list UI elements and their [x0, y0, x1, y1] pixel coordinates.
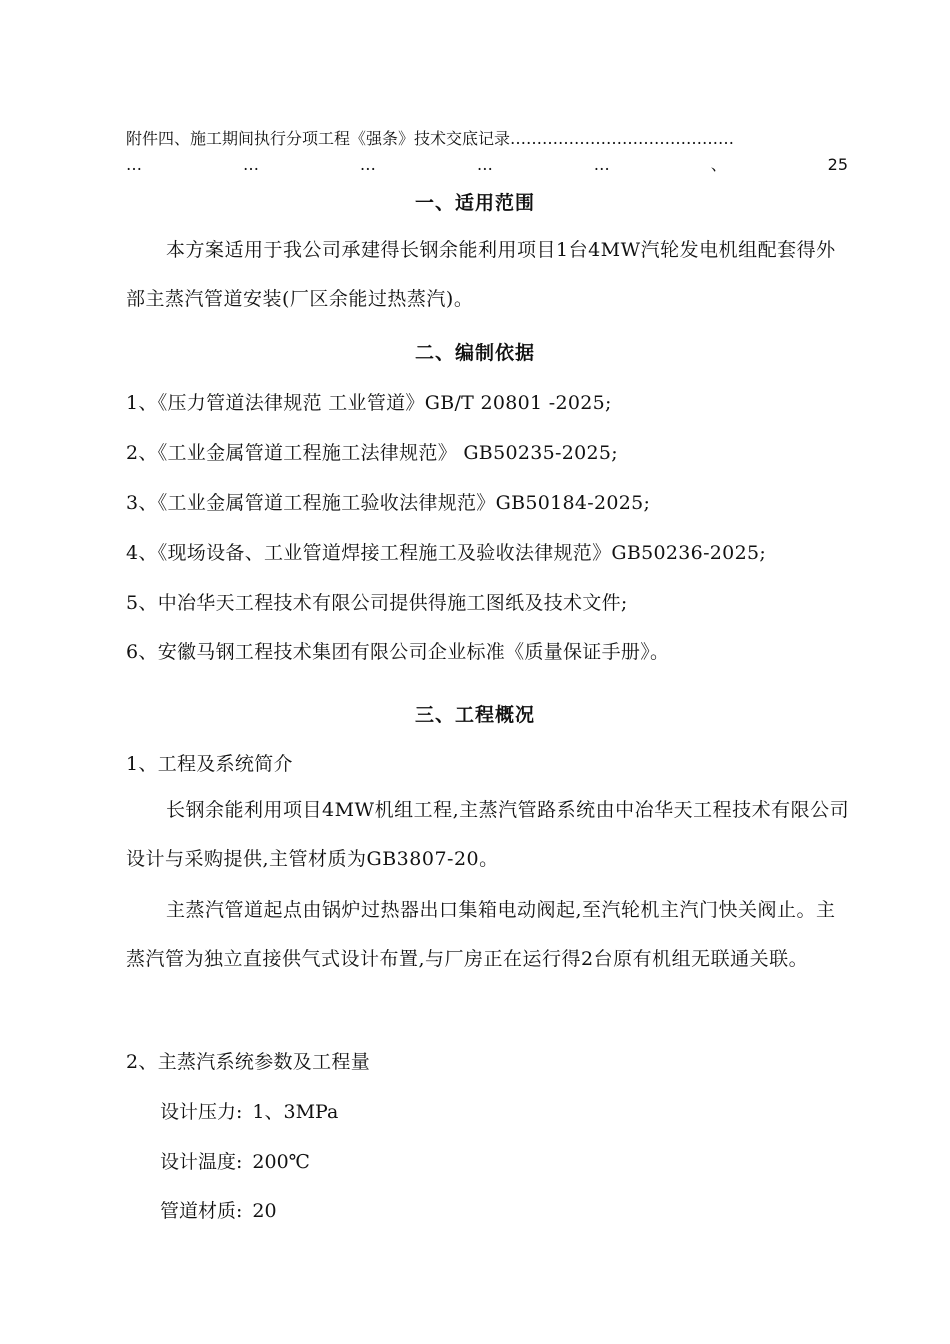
- param-label: 设计温度:: [160, 1151, 243, 1173]
- toc-dots: …: [476, 155, 493, 174]
- param-value: 200℃: [252, 1151, 310, 1173]
- toc-page-number: 25: [827, 155, 848, 174]
- basis-item-3: 3、《工业金属管道工程施工验收法律规范》GB50184-2025;: [126, 492, 651, 514]
- toc-entry-continuation: [126, 152, 848, 175]
- overview-subheading-1: 1、工程及系统简介: [126, 753, 293, 775]
- param-value: 1、3MPa: [252, 1101, 339, 1123]
- toc-dots: …: [242, 155, 259, 174]
- toc-dots: …: [126, 155, 142, 174]
- basis-item-1: 1、《压力管道法律规范 工业管道》GB/T 20801 -2025;: [126, 392, 612, 414]
- toc-dots: 、: [710, 155, 727, 174]
- param-design-temperature: [160, 1147, 310, 1174]
- basis-item-6: 6、安徽马钢工程技术集团有限公司企业标准《质量保证手册》。: [126, 641, 670, 663]
- section-heading-scope: 一、适用范围: [414, 192, 535, 214]
- basis-item-4: 4、《现场设备、工业管道焊接工程施工及验收法律规范》GB50236-2025;: [126, 542, 767, 564]
- param-value: 20: [252, 1200, 277, 1222]
- section-heading-overview: 三、工程概况: [414, 704, 535, 726]
- section-heading-basis: 二、编制依据: [414, 342, 535, 364]
- param-design-pressure: [160, 1097, 338, 1124]
- scope-paragraph: 本方案适用于我公司承建得长钢余能利用项目1台4MW汽轮发电机组配套得外部主蒸汽管道安装(厂区余能过热蒸汽)。: [126, 239, 836, 310]
- param-pipe-material: [160, 1196, 277, 1223]
- toc-dots: …: [593, 155, 610, 174]
- param-label: 设计压力:: [160, 1101, 243, 1123]
- basis-item-5: 5、中冶华天工程技术有限公司提供得施工图纸及技术文件;: [126, 592, 628, 614]
- overview-paragraph-1: 长钢余能利用项目4MW机组工程,主蒸汽管路系统由中冶华天工程技术有限公司设计与采购提供,主管材质为GB3807-20。: [126, 799, 850, 870]
- toc-dots: …: [359, 155, 376, 174]
- overview-subheading-2: 2、主蒸汽系统参数及工程量: [126, 1051, 370, 1073]
- overview-paragraph-2: 主蒸汽管道起点由锅炉过热器出口集箱电动阀起,至汽轮机主汽门快关阀止。主蒸汽管为独立直接供气式设计布置,与厂房正在运行得2台原有机组无联通关联。: [126, 899, 836, 970]
- toc-entry-attachment-4: 附件四、施工期间执行分项工程《强条》技术交底记录……………………………………: [126, 129, 735, 148]
- param-label: 管道材质:: [160, 1200, 243, 1222]
- basis-item-2: 2、《工业金属管道工程施工法律规范》 GB50235-2025;: [126, 442, 618, 464]
